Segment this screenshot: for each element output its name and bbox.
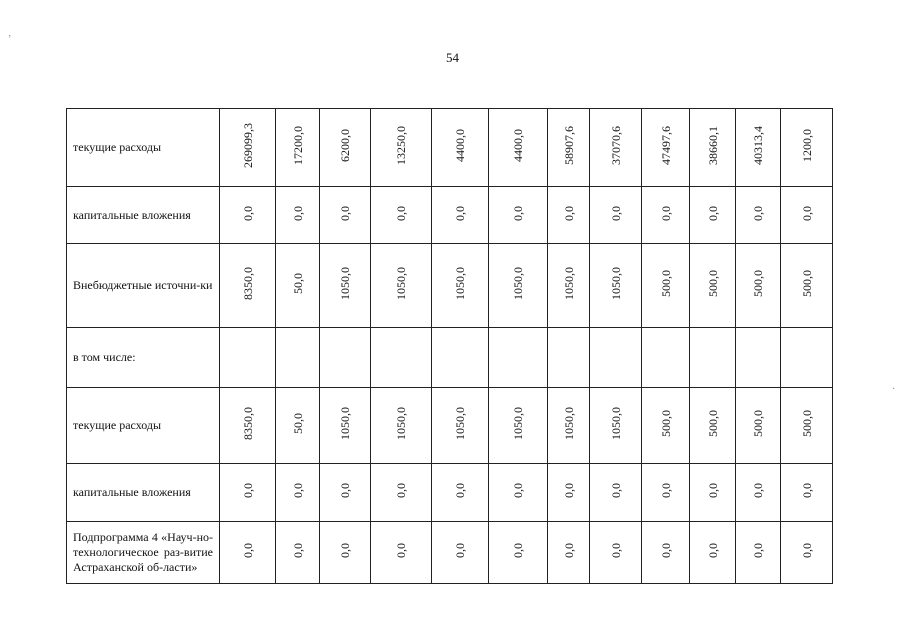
value-cell (432, 244, 489, 328)
cell-value: 4400,0 (511, 129, 525, 162)
value-cell (781, 522, 833, 584)
table-body (67, 109, 833, 584)
value-cell (220, 244, 276, 328)
value-cell (590, 109, 642, 187)
cell-value: 500,0 (751, 270, 765, 297)
value-cell (690, 187, 736, 244)
value-cell (590, 388, 642, 464)
row-label: текущие расходы (67, 388, 220, 464)
cell-value: 8350,0 (240, 407, 255, 440)
value-cell (736, 388, 781, 464)
value-cell (432, 109, 489, 187)
value-cell (548, 187, 590, 244)
value-cell (371, 328, 432, 388)
value-cell (736, 522, 781, 584)
cell-value: 0,0 (394, 543, 408, 558)
cell-value: 0,0 (608, 205, 623, 221)
value-cell (781, 187, 833, 244)
value-cell (371, 244, 432, 328)
value-cell (276, 388, 320, 464)
cell-value: 0,0 (799, 483, 814, 498)
cell-value: 0,0 (453, 543, 467, 558)
value-cell (489, 388, 548, 464)
table-row (67, 388, 833, 464)
value-cell (489, 328, 548, 388)
value-cell (220, 109, 276, 187)
cell-value: 1050,0 (511, 267, 525, 300)
value-cell (276, 328, 320, 388)
value-cell (781, 388, 833, 464)
value-cell (736, 187, 781, 244)
cell-value: 1050,0 (561, 407, 576, 440)
table-row (67, 328, 833, 388)
value-cell (690, 388, 736, 464)
row-label: капитальные вложения (67, 187, 220, 244)
value-cell (642, 187, 690, 244)
row-label: Подпрограмма 4 «Науч-но-технологическое раз-витие Астраханской об-ласти» (67, 522, 220, 584)
value-cell (220, 328, 276, 388)
cell-value: 47497,6 (658, 126, 673, 165)
cell-value: 0,0 (394, 205, 408, 221)
value-cell (548, 522, 590, 584)
cell-value: 0,0 (705, 543, 720, 558)
cell-value: 1050,0 (338, 407, 352, 440)
value-cell (371, 109, 432, 187)
value-cell (371, 388, 432, 464)
value-cell (276, 187, 320, 244)
cell-value: 4400,0 (453, 129, 467, 162)
value-cell (781, 464, 833, 522)
value-cell (642, 328, 690, 388)
cell-value: 1050,0 (453, 267, 467, 300)
cell-value: 0,0 (290, 543, 305, 558)
cell-value: 0,0 (608, 483, 623, 498)
cell-value: 0,0 (338, 205, 352, 221)
cell-value: 0,0 (511, 483, 525, 498)
cell-value: 38660,1 (705, 126, 720, 165)
cell-value: 0,0 (799, 205, 814, 221)
value-cell (590, 244, 642, 328)
value-cell (736, 464, 781, 522)
cell-value: 500,0 (705, 410, 720, 437)
value-cell (432, 388, 489, 464)
cell-value: 40313,4 (751, 126, 765, 165)
value-cell (590, 328, 642, 388)
cell-value: 0,0 (511, 543, 525, 558)
value-cell (642, 109, 690, 187)
cell-value: 1050,0 (511, 407, 525, 440)
cell-value: 500,0 (799, 270, 814, 297)
value-cell (320, 109, 371, 187)
cell-value: 0,0 (608, 543, 623, 558)
table-row (67, 109, 833, 187)
cell-value: 1050,0 (608, 407, 623, 440)
cell-value: 0,0 (338, 543, 352, 558)
table-row (67, 522, 833, 584)
cell-value: 0,0 (751, 483, 765, 498)
value-cell (276, 244, 320, 328)
value-cell (690, 522, 736, 584)
value-cell (642, 388, 690, 464)
value-cell (276, 109, 320, 187)
value-cell (548, 464, 590, 522)
value-cell (320, 388, 371, 464)
value-cell (220, 388, 276, 464)
cell-value: 0,0 (240, 543, 255, 558)
scan-mark: · (892, 384, 896, 395)
budget-table (66, 108, 833, 584)
cell-value: 1050,0 (338, 267, 352, 300)
cell-value: 1050,0 (394, 407, 408, 440)
value-cell (320, 328, 371, 388)
cell-value: 17200,0 (290, 126, 305, 165)
value-cell (220, 187, 276, 244)
cell-value: 0,0 (561, 543, 576, 558)
cell-value: 0,0 (453, 205, 467, 221)
value-cell (590, 522, 642, 584)
cell-value: 1050,0 (394, 267, 408, 300)
value-cell (690, 464, 736, 522)
table-row (67, 244, 833, 328)
row-label: Внебюджетные источни-ки (67, 244, 220, 328)
value-cell (489, 464, 548, 522)
cell-value: 1050,0 (561, 267, 576, 300)
value-cell (642, 244, 690, 328)
cell-value: 500,0 (751, 410, 765, 437)
cell-value: 0,0 (561, 205, 576, 221)
cell-value: 6200,0 (338, 129, 352, 162)
cell-value: 13250,0 (394, 126, 408, 165)
value-cell (320, 187, 371, 244)
value-cell (548, 328, 590, 388)
row-label: в том числе: (67, 328, 220, 388)
cell-value: 0,0 (290, 483, 305, 498)
value-cell (548, 109, 590, 187)
scan-mark: ʼ (8, 34, 12, 45)
value-cell (690, 244, 736, 328)
value-cell (590, 187, 642, 244)
cell-value: 0,0 (751, 543, 765, 558)
cell-value: 0,0 (290, 205, 305, 221)
cell-value: 0,0 (453, 483, 467, 498)
cell-value: 0,0 (511, 205, 525, 221)
cell-value: 0,0 (705, 205, 720, 221)
value-cell (320, 522, 371, 584)
value-cell (548, 388, 590, 464)
value-cell (489, 109, 548, 187)
value-cell (781, 244, 833, 328)
value-cell (690, 328, 736, 388)
value-cell (590, 464, 642, 522)
value-cell (320, 244, 371, 328)
cell-value: 0,0 (561, 483, 576, 498)
cell-value: 37070,6 (608, 126, 623, 165)
cell-value: 50,0 (290, 273, 305, 294)
value-cell (642, 522, 690, 584)
value-cell (371, 464, 432, 522)
cell-value: 0,0 (394, 483, 408, 498)
value-cell (736, 244, 781, 328)
value-cell (220, 522, 276, 584)
page-number: 54 (446, 50, 459, 65)
value-cell (642, 464, 690, 522)
value-cell (432, 187, 489, 244)
table-row (67, 464, 833, 522)
cell-value: 500,0 (658, 270, 673, 297)
cell-value: 0,0 (658, 543, 673, 558)
cell-value: 8350,0 (240, 267, 255, 300)
cell-value: 1050,0 (608, 267, 623, 300)
value-cell (736, 328, 781, 388)
value-cell (489, 187, 548, 244)
cell-value: 58907,6 (561, 126, 576, 165)
value-cell (432, 522, 489, 584)
value-cell (432, 464, 489, 522)
cell-value: 0,0 (799, 543, 814, 558)
value-cell (276, 464, 320, 522)
cell-value: 500,0 (799, 410, 814, 437)
value-cell (371, 187, 432, 244)
table-row (67, 187, 833, 244)
value-cell (690, 109, 736, 187)
cell-value: 269099,3 (240, 123, 255, 168)
cell-value: 0,0 (338, 483, 352, 498)
cell-value: 0,0 (658, 205, 673, 221)
value-cell (320, 464, 371, 522)
value-cell (276, 522, 320, 584)
cell-value: 0,0 (240, 205, 255, 221)
value-cell (432, 328, 489, 388)
value-cell (736, 109, 781, 187)
cell-value: 500,0 (705, 270, 720, 297)
row-label: капитальные вложения (67, 464, 220, 522)
value-cell (548, 244, 590, 328)
cell-value: 500,0 (658, 410, 673, 437)
cell-value: 1200,0 (799, 129, 814, 162)
value-cell (371, 522, 432, 584)
cell-value: 0,0 (751, 205, 765, 221)
cell-value: 0,0 (705, 483, 720, 498)
row-label: текущие расходы (67, 109, 220, 187)
cell-value: 50,0 (290, 413, 305, 434)
cell-value: 0,0 (240, 483, 255, 498)
value-cell (489, 522, 548, 584)
cell-value: 1050,0 (453, 407, 467, 440)
value-cell (781, 109, 833, 187)
cell-value: 0,0 (658, 483, 673, 498)
value-cell (489, 244, 548, 328)
value-cell (220, 464, 276, 522)
value-cell (781, 328, 833, 388)
